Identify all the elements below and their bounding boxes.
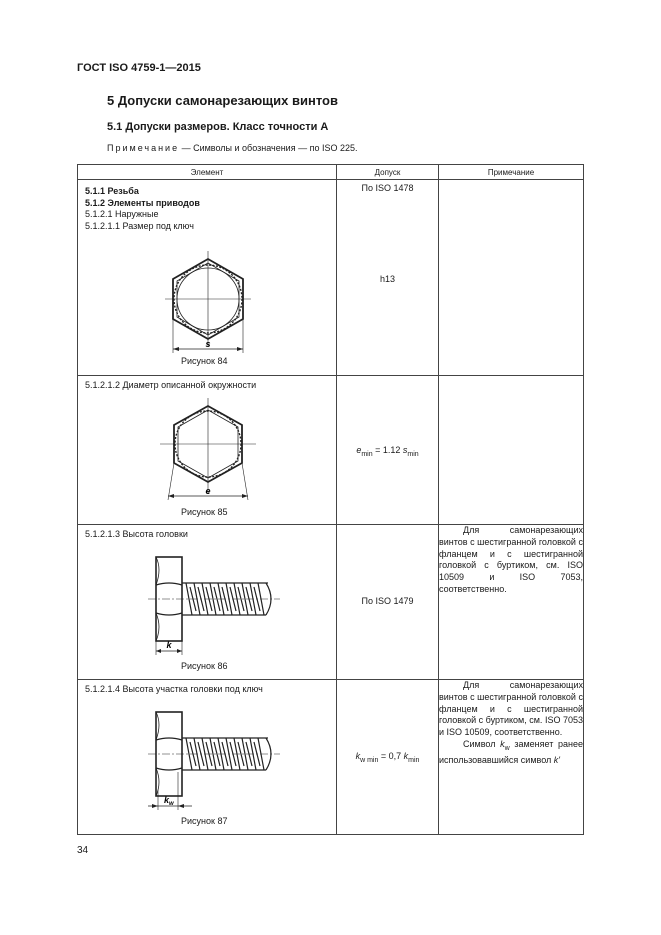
table-row: [78, 376, 584, 525]
header-remark: Примечание: [439, 165, 584, 180]
note: [107, 143, 357, 153]
header-element: Элемент: [78, 165, 337, 180]
tol-symbol-a: k: [355, 751, 361, 761]
tolerance-cell: [337, 180, 439, 376]
remark-part: заменяет ранее использовавшийся символ: [439, 738, 583, 765]
hexagon-across-flats-figure: [163, 251, 253, 361]
remark-symbol: k: [500, 738, 505, 749]
screw-wrenching-height-figure: [148, 702, 298, 812]
table-header-row: [78, 165, 584, 180]
element-cell: [78, 376, 337, 525]
tolerance-value: h13: [379, 274, 396, 284]
dimension-label-k: k: [166, 640, 172, 650]
table-row: [78, 680, 584, 835]
remark-text: Для самонарезающих винтов с шестигранной головкой с фланцем и с шестигранной головкой с буртиком, см. ISO 7053 и ISO 10509, соответственно.: [439, 680, 583, 738]
tol-sub-b: min: [408, 756, 420, 764]
dimension-label-e: e: [205, 486, 211, 496]
note-text: — Символы и обозначения — по ISO 225.: [179, 143, 358, 153]
tolerance-cell: [337, 525, 439, 680]
dimension-label-s: s: [205, 339, 211, 349]
remark-cell: [439, 376, 584, 525]
subsection-title: 5.1 Допуски размеров. Класс точности А: [107, 121, 329, 133]
element-line: 5.1.2.1.4 Высота участка головки под ключ: [85, 684, 263, 694]
tolerance-reference: По ISO 1478: [361, 183, 414, 193]
tolerance-reference: По ISO 1479: [361, 596, 414, 606]
tol-sub-b: min: [407, 450, 419, 458]
element-cell: [78, 525, 337, 680]
tol-eq: = 1.12: [372, 445, 403, 455]
element-line: 5.1.2.1 Наружные: [85, 209, 159, 219]
element-line: 5.1.2 Элементы приводов: [85, 197, 200, 208]
tolerance-formula: [337, 751, 438, 764]
tol-sub-a: min: [361, 450, 373, 458]
remark-cell: [439, 180, 584, 376]
note-label: Примечание: [107, 143, 180, 153]
remark-symbol-sub: w: [504, 744, 510, 752]
tolerance-cell: [337, 680, 439, 835]
tol-sub-a: w min: [360, 756, 379, 764]
tolerance-cell: [337, 376, 439, 525]
figure-caption: Рисунок 85: [181, 507, 228, 517]
tol-symbol-b: k: [403, 751, 409, 761]
remark-symbol-old: k': [553, 754, 560, 765]
hexagon-across-corners-figure: [158, 398, 258, 508]
tol-eq: = 0,7: [378, 751, 404, 761]
header-tolerance: Допуск: [337, 165, 439, 180]
remark-text: Для самонарезающих винтов с шестигранной головкой с фланцем и с шестигранной головкой с буртиком, см. ISO 10509 и ISO 7053, соответственно.: [439, 525, 583, 594]
remark-cell: [439, 525, 584, 680]
element-line: 5.1.2.1.1 Размер под ключ: [85, 220, 194, 231]
figure-caption: Рисунок 86: [181, 661, 228, 671]
element-cell: [78, 180, 337, 376]
section-title: 5 Допуски самонарезающих винтов: [107, 93, 338, 108]
tolerance-table: [77, 164, 584, 835]
element-line: 5.1.2.1.2 Диаметр описанной окружности: [85, 380, 257, 390]
document-header: ГОСТ ISO 4759-1—2015: [77, 62, 201, 74]
dimension-label-k: k: [164, 795, 170, 805]
screw-head-height-figure: [148, 547, 298, 657]
remark-cell: [439, 680, 584, 835]
tolerance-formula: [337, 445, 438, 458]
element-cell: [78, 680, 337, 835]
element-line: 5.1.2.1.3 Высота головки: [85, 529, 188, 539]
element-line: 5.1.1 Резьба: [85, 186, 139, 196]
dimension-label-w: w: [169, 801, 174, 807]
figure-caption: Рисунок 87: [181, 816, 228, 826]
page-number: 34: [77, 845, 89, 856]
remark-part: Символ: [463, 738, 501, 749]
remark-symbol-note: [439, 739, 583, 766]
figure-caption: Рисунок 84: [181, 356, 228, 366]
tol-symbol-a: e: [356, 445, 362, 455]
tol-symbol-b: s: [402, 445, 408, 455]
table-row: [78, 525, 584, 680]
table-row: [78, 180, 584, 376]
